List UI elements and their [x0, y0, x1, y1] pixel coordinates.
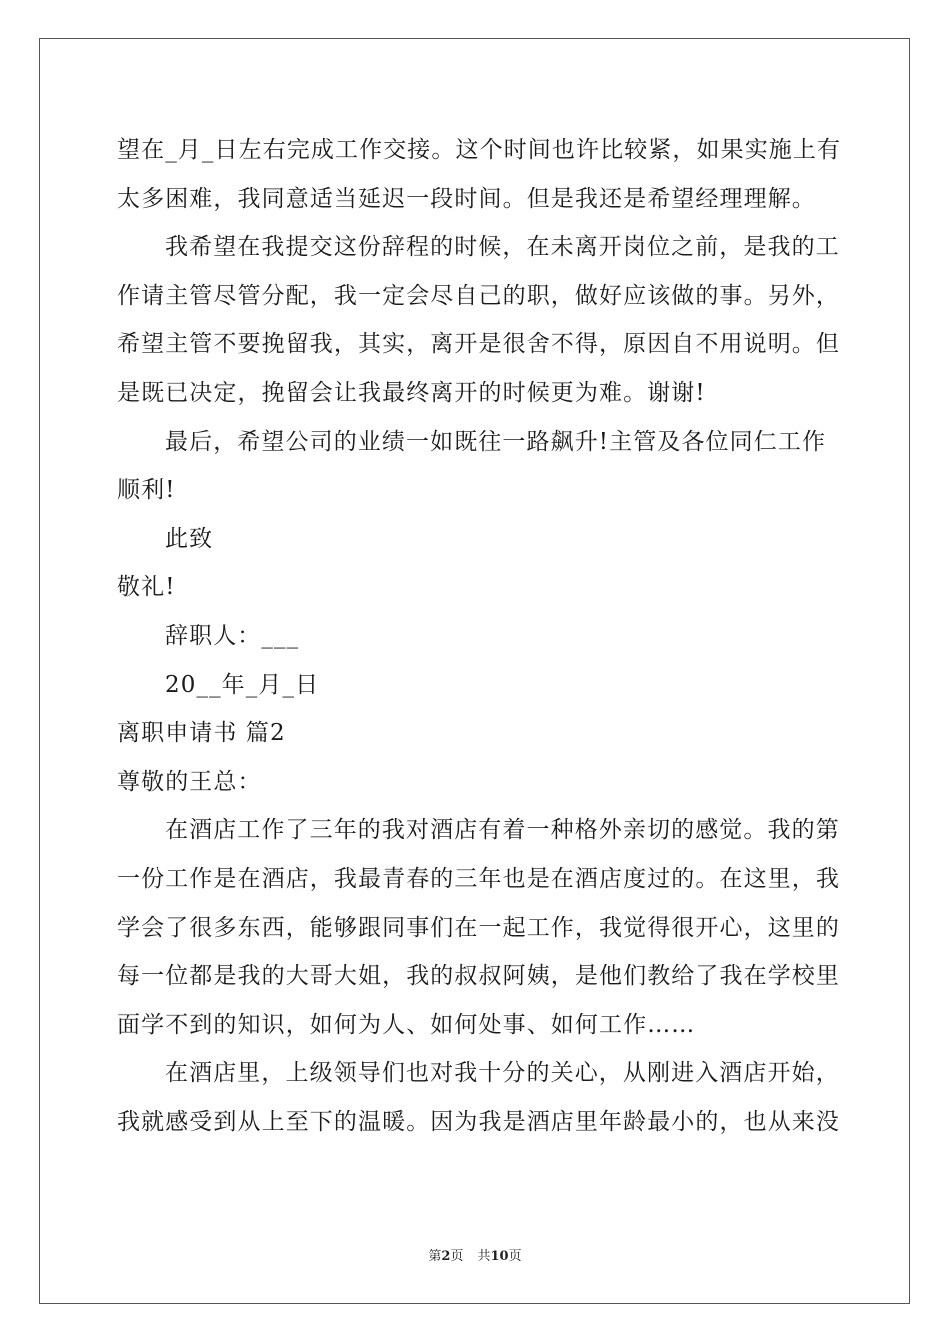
text-line: 我希望在我提交这份辞程的时候，在未离开岗位之前，是我的工: [165, 234, 840, 261]
page-prefix: 第: [428, 1249, 442, 1264]
greeting-line: 尊敬的王总：: [117, 768, 262, 795]
text-line: 顺利!: [117, 477, 176, 504]
section-heading: 离职申请书 篇2: [117, 720, 286, 747]
text-line: 一份工作是在酒店，我最青春的三年也是在酒店度过的。在这里，我: [117, 865, 840, 892]
total-prefix: 共: [477, 1249, 491, 1264]
text-line: 我就感受到从上至下的温暖。因为我是酒店里年龄最小的，也从来没: [117, 1108, 840, 1135]
date-line: 20__年_月_日: [165, 671, 320, 698]
signature-line: 辞职人：___: [165, 622, 300, 649]
text-line: 面学不到的知识，如何为人、如何处事、如何工作……: [117, 1011, 696, 1038]
text-line: 是既已决定，挽留会让我最终离开的时候更为难。谢谢!: [117, 379, 706, 406]
page-total: 10: [490, 1249, 509, 1264]
page-current: 2: [441, 1249, 451, 1264]
page-suffix: 页: [450, 1249, 464, 1264]
total-suffix: 页: [508, 1249, 522, 1264]
document-body: [117, 126, 842, 1146]
text-line: 每一位都是我的大哥大姐，我的叔叔阿姨，是他们教给了我在学校里: [117, 963, 840, 990]
text-line: 作请主管尽管分配，我一定会尽自己的职，做好应该做的事。另外，: [117, 282, 840, 309]
text-line: 在酒店工作了三年的我对酒店有着一种格外亲切的感觉。我的第: [165, 817, 840, 844]
closing-salutation: 此致: [165, 525, 214, 552]
text-line: 在酒店里，上级领导们也对我十分的关心，从刚进入酒店开始，: [165, 1060, 840, 1087]
text-line: 望在_月_日左右完成工作交接。这个时间也许比较紧，如果实施上有: [117, 137, 842, 163]
closing-regards: 敬礼!: [117, 574, 176, 601]
page-footer: [0, 1245, 950, 1264]
text-line: 学会了很多东西，能够跟同事们在一起工作，我觉得很开心，这里的: [117, 914, 840, 941]
text-line: 最后，希望公司的业绩一如既往一路飙升!主管及各位同仁工作: [165, 428, 827, 455]
text-line: 希望主管不要挽留我，其实，离开是很舍不得，原因自不用说明。但: [117, 331, 840, 358]
text-line: 太多困难，我同意适当延迟一段时间。但是我还是希望经理理解。: [117, 185, 816, 212]
